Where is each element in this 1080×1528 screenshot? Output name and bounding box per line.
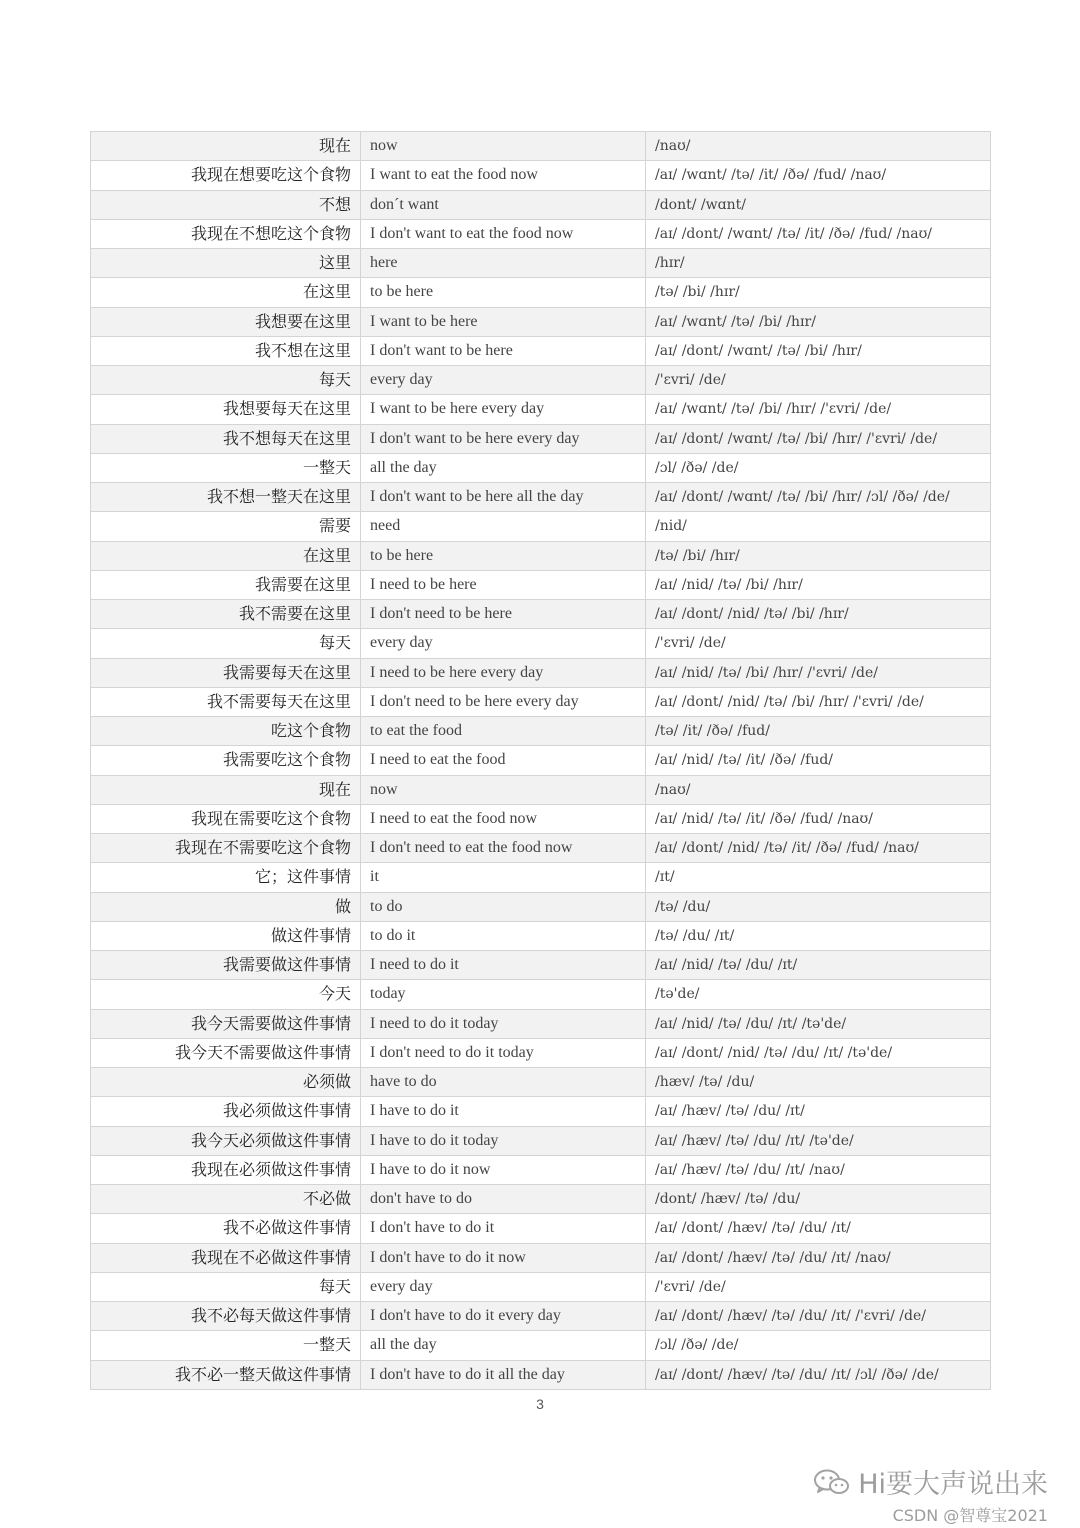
phonetic-cell: /tə/ /it/ /ðə/ /fud/ <box>646 717 991 746</box>
phonetic-cell: /'ɛvri/ /de/ <box>646 629 991 658</box>
chinese-cell: 这里 <box>91 249 361 278</box>
table-row <box>91 512 991 541</box>
english-cell: every day <box>361 366 646 395</box>
table-row <box>91 1331 991 1360</box>
chinese-cell: 我今天必须做这件事情 <box>91 1126 361 1155</box>
english-cell: I have to do it <box>361 1097 646 1126</box>
english-cell: to be here <box>361 278 646 307</box>
phonetic-cell: /aɪ/ /dont/ /wɑnt/ /tə/ /it/ /ðə/ /fud/ /naʊ/ <box>646 219 991 248</box>
table-row <box>91 687 991 716</box>
chinese-cell: 现在 <box>91 132 361 161</box>
table-row <box>91 1009 991 1038</box>
phonetic-cell: /aɪ/ /nid/ /tə/ /bi/ /hɪr/ <box>646 570 991 599</box>
chinese-cell: 做 <box>91 892 361 921</box>
table-row <box>91 834 991 863</box>
chinese-cell: 我不必做这件事情 <box>91 1214 361 1243</box>
english-cell: don't have to do <box>361 1185 646 1214</box>
chinese-cell: 我今天需要做这件事情 <box>91 1009 361 1038</box>
english-cell: I need to do it <box>361 951 646 980</box>
phonetic-cell: /ɔl/ /ðə/ /de/ <box>646 453 991 482</box>
english-cell: every day <box>361 629 646 658</box>
watermark-account-name: Hi要大声说出来 <box>858 1469 1048 1500</box>
table-row <box>91 219 991 248</box>
chinese-cell: 我不必一整天做这件事情 <box>91 1360 361 1389</box>
table-row <box>91 980 991 1009</box>
english-cell: it <box>361 863 646 892</box>
phonetic-cell: /'ɛvri/ /de/ <box>646 1272 991 1301</box>
chinese-cell: 需要 <box>91 512 361 541</box>
chinese-cell: 我想要每天在这里 <box>91 395 361 424</box>
english-cell: I have to do it now <box>361 1155 646 1184</box>
table-row <box>91 1097 991 1126</box>
english-cell: I need to eat the food <box>361 746 646 775</box>
phonetic-cell: /aɪ/ /dont/ /nid/ /tə/ /it/ /ðə/ /fud/ /naʊ/ <box>646 834 991 863</box>
table-row <box>91 307 991 336</box>
phonetic-cell: /tə/ /du/ /ɪt/ <box>646 921 991 950</box>
table-row <box>91 717 991 746</box>
english-cell: don´t want <box>361 190 646 219</box>
chinese-cell: 不必做 <box>91 1185 361 1214</box>
phonetic-cell: /aɪ/ /dont/ /hæv/ /tə/ /du/ /ɪt/ /'ɛvri/ /de/ <box>646 1302 991 1331</box>
table-row <box>91 1155 991 1184</box>
english-cell: I don't have to do it every day <box>361 1302 646 1331</box>
table-row <box>91 1038 991 1067</box>
table-row <box>91 190 991 219</box>
english-cell: to do <box>361 892 646 921</box>
phonetic-cell: /aɪ/ /hæv/ /tə/ /du/ /ɪt/ /tə'de/ <box>646 1126 991 1155</box>
english-cell: to be here <box>361 541 646 570</box>
english-cell: I don't want to be here <box>361 336 646 365</box>
chinese-cell: 我需要在这里 <box>91 570 361 599</box>
chinese-cell: 我现在不必做这件事情 <box>91 1243 361 1272</box>
table-row <box>91 1068 991 1097</box>
phonetic-cell: /aɪ/ /nid/ /tə/ /it/ /ðə/ /fud/ /naʊ/ <box>646 804 991 833</box>
phonetic-cell: /aɪ/ /nid/ /tə/ /du/ /ɪt/ /tə'de/ <box>646 1009 991 1038</box>
phonetic-cell: /naʊ/ <box>646 775 991 804</box>
chinese-cell: 我现在不需要吃这个食物 <box>91 834 361 863</box>
english-cell: have to do <box>361 1068 646 1097</box>
english-cell: I don't want to be here every day <box>361 424 646 453</box>
wechat-icon <box>812 1467 850 1497</box>
english-cell: now <box>361 132 646 161</box>
phonetic-cell: /aɪ/ /wɑnt/ /tə/ /bi/ /hɪr/ <box>646 307 991 336</box>
phonetic-cell: /aɪ/ /dont/ /nid/ /tə/ /bi/ /hɪr/ /'ɛvri/ /de/ <box>646 687 991 716</box>
chinese-cell: 不想 <box>91 190 361 219</box>
chinese-cell: 我现在需要吃这个食物 <box>91 804 361 833</box>
table-row <box>91 570 991 599</box>
chinese-cell: 我不必每天做这件事情 <box>91 1302 361 1331</box>
phonetic-cell: /dont/ /wɑnt/ <box>646 190 991 219</box>
table-row <box>91 658 991 687</box>
chinese-cell: 必须做 <box>91 1068 361 1097</box>
english-cell: every day <box>361 1272 646 1301</box>
english-cell: all the day <box>361 453 646 482</box>
english-cell: I don't have to do it now <box>361 1243 646 1272</box>
table-row <box>91 483 991 512</box>
chinese-cell: 我需要吃这个食物 <box>91 746 361 775</box>
phonetic-cell: /aɪ/ /dont/ /nid/ /tə/ /du/ /ɪt/ /tə'de/ <box>646 1038 991 1067</box>
chinese-cell: 我今天不需要做这件事情 <box>91 1038 361 1067</box>
chinese-cell: 现在 <box>91 775 361 804</box>
chinese-cell: 我不想一整天在这里 <box>91 483 361 512</box>
phonetic-cell: /ɪt/ <box>646 863 991 892</box>
chinese-cell: 我需要做这件事情 <box>91 951 361 980</box>
english-cell: I don't have to do it all the day <box>361 1360 646 1389</box>
chinese-cell: 一整天 <box>91 453 361 482</box>
table-row <box>91 1272 991 1301</box>
english-cell: to do it <box>361 921 646 950</box>
table-row <box>91 424 991 453</box>
chinese-cell: 今天 <box>91 980 361 1009</box>
phonetic-cell: /aɪ/ /dont/ /wɑnt/ /tə/ /bi/ /hɪr/ /ɔl/ /ðə/ /de/ <box>646 483 991 512</box>
watermark-account-line <box>812 1462 1048 1501</box>
phonetic-cell: /aɪ/ /nid/ /tə/ /bi/ /hɪr/ /'ɛvri/ /de/ <box>646 658 991 687</box>
phonetic-cell: /aɪ/ /dont/ /nid/ /tə/ /bi/ /hɪr/ <box>646 600 991 629</box>
table-row <box>91 395 991 424</box>
chinese-cell: 每天 <box>91 366 361 395</box>
table-row <box>91 249 991 278</box>
table-row <box>91 1302 991 1331</box>
table-row <box>91 541 991 570</box>
english-cell: I need to eat the food now <box>361 804 646 833</box>
chinese-cell: 我必须做这件事情 <box>91 1097 361 1126</box>
phonetic-cell: /aɪ/ /hæv/ /tə/ /du/ /ɪt/ <box>646 1097 991 1126</box>
table-row <box>91 366 991 395</box>
chinese-cell: 我现在必须做这件事情 <box>91 1155 361 1184</box>
chinese-cell: 每天 <box>91 1272 361 1301</box>
chinese-cell: 每天 <box>91 629 361 658</box>
chinese-cell: 一整天 <box>91 1331 361 1360</box>
phonetic-cell: /aɪ/ /nid/ /tə/ /it/ /ðə/ /fud/ <box>646 746 991 775</box>
english-cell: I need to be here every day <box>361 658 646 687</box>
phonetic-cell: /tə'de/ <box>646 980 991 1009</box>
english-cell: I don't need to eat the food now <box>361 834 646 863</box>
english-cell: I want to eat the food now <box>361 161 646 190</box>
english-cell: now <box>361 775 646 804</box>
table-row <box>91 336 991 365</box>
table-row <box>91 892 991 921</box>
english-cell: I don't need to do it today <box>361 1038 646 1067</box>
english-cell: I have to do it today <box>361 1126 646 1155</box>
table-row <box>91 1126 991 1155</box>
english-cell: I don't need to be here every day <box>361 687 646 716</box>
english-cell: I don't have to do it <box>361 1214 646 1243</box>
english-cell: I want to be here <box>361 307 646 336</box>
table-row <box>91 1214 991 1243</box>
table-row <box>91 863 991 892</box>
english-cell: need <box>361 512 646 541</box>
table-row <box>91 804 991 833</box>
phonetic-cell: /nid/ <box>646 512 991 541</box>
english-cell: I don't need to be here <box>361 600 646 629</box>
chinese-cell: 我需要每天在这里 <box>91 658 361 687</box>
table-row <box>91 600 991 629</box>
table-row <box>91 775 991 804</box>
watermark-csdn-credit: CSDN @智尊宝2021 <box>892 1506 1048 1525</box>
phonetic-cell: /aɪ/ /wɑnt/ /tə/ /bi/ /hɪr/ /'ɛvri/ /de/ <box>646 395 991 424</box>
phonetic-cell: /'ɛvri/ /de/ <box>646 366 991 395</box>
vocab-table-body <box>91 132 991 1390</box>
phonetic-cell: /tə/ /bi/ /hɪr/ <box>646 278 991 307</box>
table-row <box>91 278 991 307</box>
table-row <box>91 453 991 482</box>
phonetic-cell: /aɪ/ /nid/ /tə/ /du/ /ɪt/ <box>646 951 991 980</box>
chinese-cell: 我现在想要吃这个食物 <box>91 161 361 190</box>
table-row <box>91 161 991 190</box>
chinese-cell: 做这件事情 <box>91 921 361 950</box>
chinese-cell: 在这里 <box>91 541 361 570</box>
english-cell: I need to be here <box>361 570 646 599</box>
chinese-cell: 我不想在这里 <box>91 336 361 365</box>
phonetic-cell: /tə/ /bi/ /hɪr/ <box>646 541 991 570</box>
english-cell: I don't want to eat the food now <box>361 219 646 248</box>
english-cell: I want to be here every day <box>361 395 646 424</box>
table-row <box>91 1360 991 1389</box>
phonetic-cell: /aɪ/ /dont/ /hæv/ /tə/ /du/ /ɪt/ /ɔl/ /ðə/ /de/ <box>646 1360 991 1389</box>
phonetic-cell: /naʊ/ <box>646 132 991 161</box>
table-row <box>91 132 991 161</box>
phonetic-cell: /aɪ/ /dont/ /wɑnt/ /tə/ /bi/ /hɪr/ /'ɛvri/ /de/ <box>646 424 991 453</box>
table-row <box>91 1243 991 1272</box>
phonetic-cell: /tə/ /du/ <box>646 892 991 921</box>
chinese-cell: 我现在不想吃这个食物 <box>91 219 361 248</box>
chinese-cell: 我不想每天在这里 <box>91 424 361 453</box>
vocab-table <box>90 131 991 1390</box>
phonetic-cell: /hæv/ /tə/ /du/ <box>646 1068 991 1097</box>
english-cell: I need to do it today <box>361 1009 646 1038</box>
table-row <box>91 629 991 658</box>
chinese-cell: 吃这个食物 <box>91 717 361 746</box>
table-row <box>91 951 991 980</box>
english-cell: here <box>361 249 646 278</box>
chinese-cell: 在这里 <box>91 278 361 307</box>
table-row <box>91 921 991 950</box>
phonetic-cell: /aɪ/ /dont/ /hæv/ /tə/ /du/ /ɪt/ /naʊ/ <box>646 1243 991 1272</box>
phonetic-cell: /aɪ/ /hæv/ /tə/ /du/ /ɪt/ /naʊ/ <box>646 1155 991 1184</box>
chinese-cell: 我不需要在这里 <box>91 600 361 629</box>
chinese-cell: 我想要在这里 <box>91 307 361 336</box>
table-row <box>91 746 991 775</box>
phonetic-cell: /aɪ/ /dont/ /hæv/ /tə/ /du/ /ɪt/ <box>646 1214 991 1243</box>
english-cell: today <box>361 980 646 1009</box>
english-cell: I don't want to be here all the day <box>361 483 646 512</box>
english-cell: to eat the food <box>361 717 646 746</box>
phonetic-cell: /dont/ /hæv/ /tə/ /du/ <box>646 1185 991 1214</box>
watermark <box>812 1462 1048 1526</box>
english-cell: all the day <box>361 1331 646 1360</box>
chinese-cell: 它；这件事情 <box>91 863 361 892</box>
phonetic-cell: /aɪ/ /dont/ /wɑnt/ /tə/ /bi/ /hɪr/ <box>646 336 991 365</box>
phonetic-cell: /aɪ/ /wɑnt/ /tə/ /it/ /ðə/ /fud/ /naʊ/ <box>646 161 991 190</box>
phonetic-cell: /hɪr/ <box>646 249 991 278</box>
phonetic-cell: /ɔl/ /ðə/ /de/ <box>646 1331 991 1360</box>
page-number: 3 <box>536 1396 544 1412</box>
table-row <box>91 1185 991 1214</box>
chinese-cell: 我不需要每天在这里 <box>91 687 361 716</box>
